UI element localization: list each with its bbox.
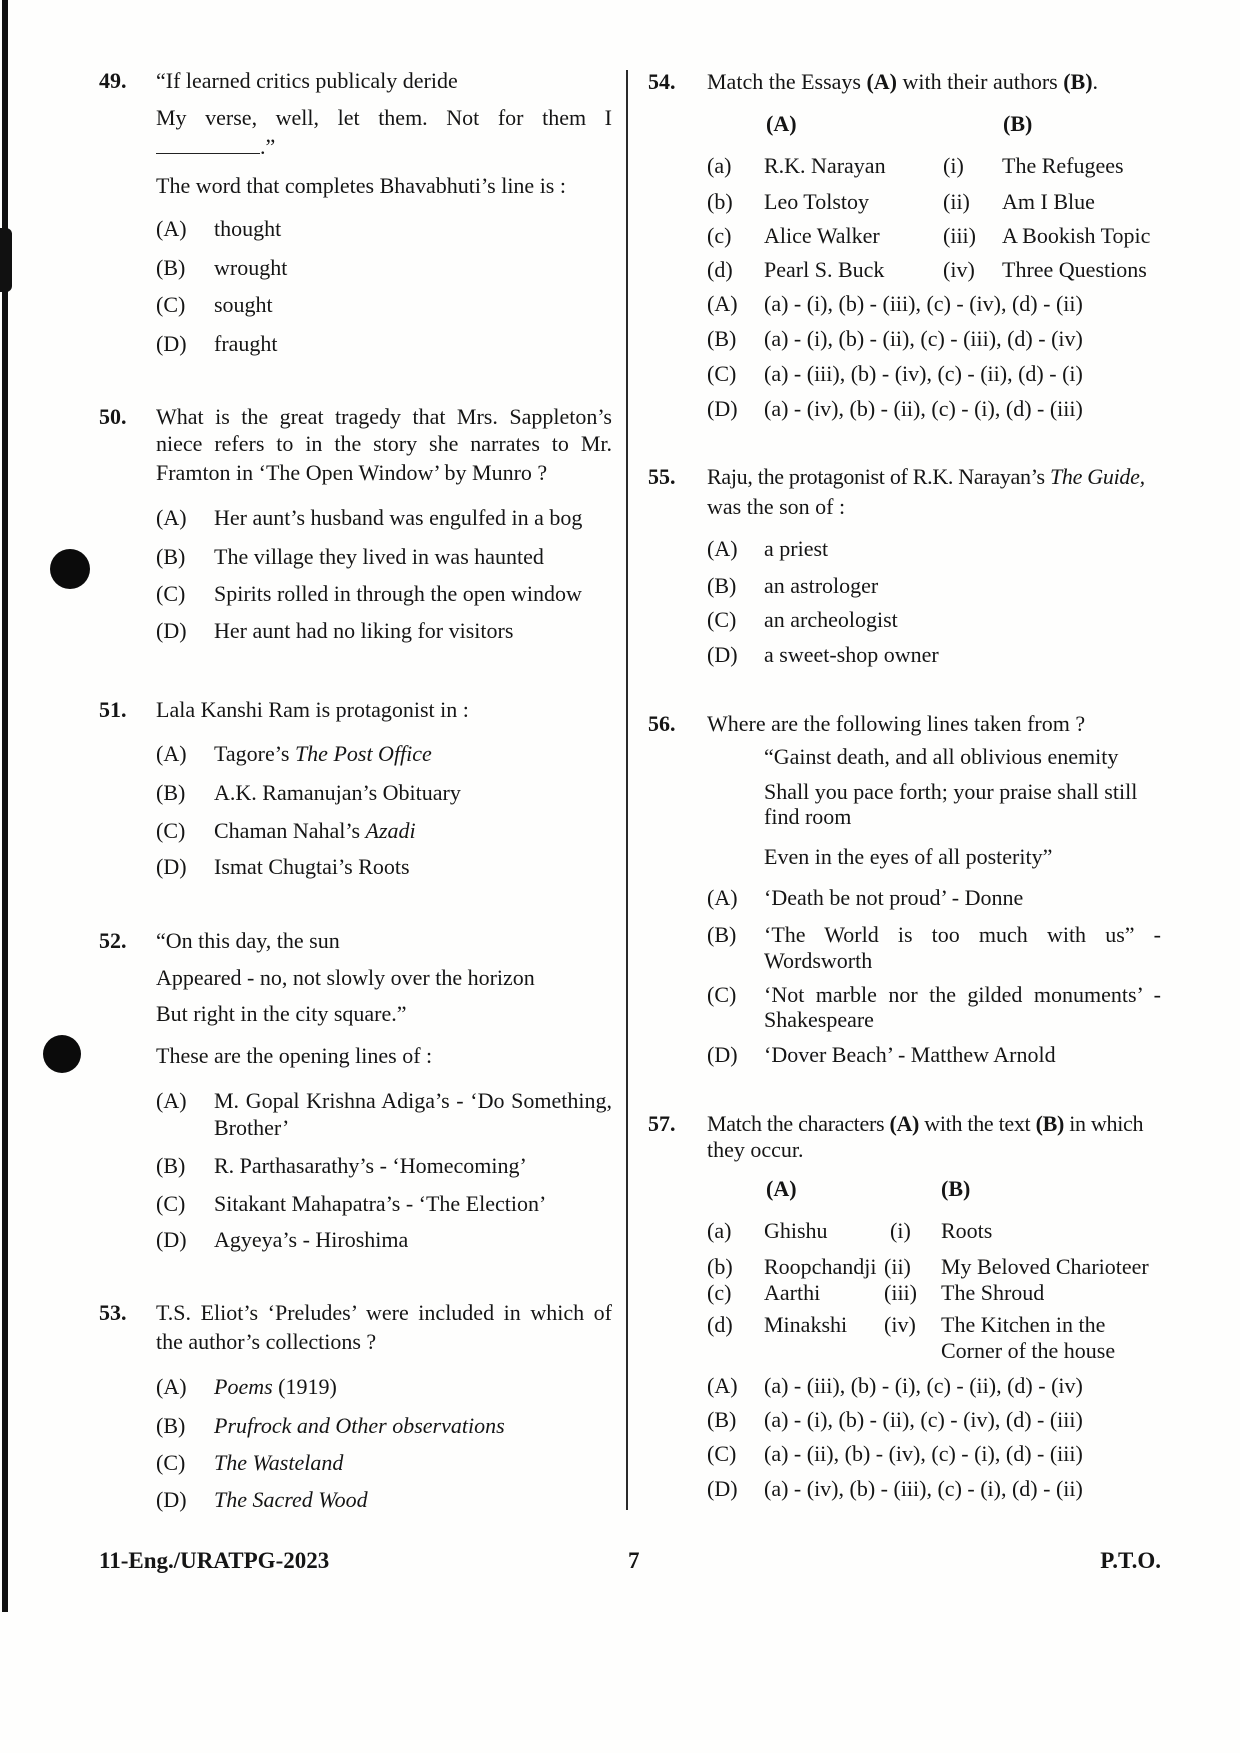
option-text: thought (214, 216, 282, 241)
question-stem-line (707, 464, 1145, 490)
match-row-roman: (iii) (884, 1280, 917, 1305)
question-stem-line: My verse, well, let them. Not for them I (156, 105, 612, 130)
quote-line: “On this day, the sun (156, 928, 340, 953)
option-text: (a) - (ii), (b) - (iv), (c) - (i), (d) - (iii) (764, 1441, 1083, 1466)
option-text: a sweet-shop owner (764, 642, 939, 667)
question-stem-line: they occur. (707, 1137, 804, 1162)
option-text: (a) - (iv), (b) - (iii), (c) - (i), (d) - (ii) (764, 1476, 1083, 1501)
option-text (214, 818, 416, 844)
fill-in-blank (156, 134, 275, 160)
option-letter: (B) (156, 1153, 186, 1178)
option-text: (a) - (iii), (b) - (iv), (c) - (ii), (d) - (i) (764, 361, 1083, 386)
option-letter: (C) (156, 581, 186, 606)
match-row-right: Roots (941, 1218, 993, 1243)
stem-bold: (A) (889, 1111, 920, 1136)
option-text-line: M. Gopal Krishna Adiga’s - ‘Do Something, (214, 1088, 612, 1113)
option-letter: (D) (707, 396, 738, 421)
question-stem-line: Lala Kanshi Ram is protagonist in : (156, 697, 469, 722)
question-number: 52. (99, 928, 127, 953)
match-row-left: Pearl S. Buck (764, 257, 885, 282)
option-letter: (A) (156, 216, 187, 241)
match-row-right: My Beloved Charioteer (941, 1254, 1149, 1279)
match-row-right: Am I Blue (1002, 189, 1095, 214)
question-number: 49. (99, 68, 127, 93)
option-letter: (B) (707, 573, 737, 598)
option-letter: (D) (156, 854, 187, 879)
option-letter: (B) (707, 326, 737, 351)
question-stem-line: T.S. Eliot’s ‘Preludes’ were included in which of (156, 1300, 612, 1325)
scan-edge-mark (0, 228, 12, 292)
option-text: sought (214, 292, 273, 317)
option-text: a priest (764, 536, 829, 561)
question-stem-line (707, 1111, 1143, 1137)
question-number: 53. (99, 1300, 127, 1325)
match-row-roman: (i) (890, 1218, 911, 1243)
option-letter: (C) (707, 607, 737, 632)
match-row-left: Roopchandji (764, 1254, 877, 1279)
match-row-left: Alice Walker (764, 223, 880, 248)
option-text-plain: (1919) (278, 1374, 337, 1399)
blank-end: .” (260, 134, 276, 159)
match-row-right-line: The Kitchen in the (941, 1312, 1106, 1337)
option-letter: (B) (156, 780, 186, 805)
stem-bold: (B) (1035, 1111, 1065, 1136)
stem-text: with the text (924, 1111, 1031, 1136)
punch-hole (43, 1035, 81, 1073)
please-turn-over: P.T.O. (1100, 1548, 1161, 1573)
match-row-key: (a) (707, 1218, 732, 1243)
match-row-left: Aarthi (764, 1280, 821, 1305)
option-text: an archeologist (764, 607, 898, 632)
match-row-left: Leo Tolstoy (764, 189, 869, 214)
question-number: 55. (648, 464, 676, 489)
option-letter: (B) (707, 1407, 737, 1432)
question-number: 56. (648, 711, 676, 736)
option-letter: (C) (156, 292, 186, 317)
match-row-roman: (i) (943, 153, 964, 178)
column-divider (626, 70, 628, 1510)
option-text: Her aunt had no liking for visitors (214, 618, 514, 643)
quote-line: find room (764, 804, 852, 829)
match-row-key: (a) (707, 153, 732, 178)
match-row-left: Ghishu (764, 1218, 828, 1243)
option-text: R. Parthasarathy’s - ‘Homecoming’ (214, 1153, 527, 1178)
option-letter: (C) (156, 1191, 186, 1216)
option-text-line: ‘The World is too much with us” - (764, 922, 1161, 947)
question-prompt: These are the opening lines of : (156, 1043, 433, 1068)
match-row-right: Three Questions (1002, 257, 1147, 282)
option-letter: (A) (707, 291, 738, 316)
option-letter: (B) (156, 1413, 186, 1438)
stem-text: . (1092, 69, 1099, 94)
stem-bold: (B) (1063, 69, 1093, 94)
match-row-key: (c) (707, 223, 732, 248)
option-letter: (D) (156, 331, 187, 356)
option-letter: (C) (707, 982, 737, 1007)
question-stem-line: “If learned critics publicaly deride (156, 68, 458, 93)
option-text: an astrologer (764, 573, 879, 598)
option-letter: (D) (156, 1487, 187, 1512)
option-text: Prufrock and Other observations (214, 1413, 505, 1438)
question-number: 51. (99, 697, 127, 722)
stem-text: Raju, the protagonist of R.K. Narayan’s (707, 464, 1045, 489)
page-number: 7 (628, 1548, 640, 1573)
question-stem-line: What is the great tragedy that Mrs. Sappleton’s (156, 404, 612, 429)
punch-hole (50, 549, 90, 589)
option-letter: (B) (156, 544, 186, 569)
option-letter: (B) (707, 922, 737, 947)
option-letter: (D) (156, 618, 187, 643)
match-row-roman: (ii) (884, 1254, 911, 1279)
match-row-roman: (iv) (884, 1312, 916, 1337)
option-text: (a) - (iii), (b) - (i), (c) - (ii), (d) - (iv) (764, 1373, 1083, 1398)
quote-line: But right in the city square.” (156, 1001, 407, 1026)
option-text: Spirits rolled in through the open window (214, 581, 582, 606)
option-letter: (A) (156, 741, 187, 766)
option-letter: (A) (707, 885, 738, 910)
option-letter: (D) (707, 642, 738, 667)
match-row-key: (b) (707, 1254, 733, 1279)
option-text: (a) - (i), (b) - (ii), (c) - (iv), (d) - (iii) (764, 1407, 1083, 1432)
option-text: (a) - (iv), (b) - (ii), (c) - (i), (d) - (iii) (764, 396, 1083, 421)
match-row-right-line: Corner of the house (941, 1338, 1116, 1363)
option-letter: (A) (707, 1373, 738, 1398)
stem-bold: (A) (866, 69, 898, 94)
option-letter: (A) (156, 505, 187, 530)
option-text: (a) - (i), (b) - (iii), (c) - (iv), (d) - (ii) (764, 291, 1083, 316)
question-stem-line (707, 69, 1098, 95)
option-letter: (B) (156, 255, 186, 280)
option-text: Ismat Chugtai’s Roots (214, 854, 410, 879)
stem-text: Match the Essays (707, 69, 861, 94)
column-header-b: (B) (941, 1176, 971, 1201)
question-number: 54. (648, 69, 676, 94)
paper-code: 11-Eng./URATPG-2023 (99, 1548, 330, 1573)
option-text: wrought (214, 255, 288, 280)
option-letter: (C) (156, 1450, 186, 1475)
option-text: Sitakant Mahapatra’s - ‘The Election’ (214, 1191, 547, 1216)
match-row-key: (c) (707, 1280, 732, 1305)
option-text: Agyeya’s - Hiroshima (214, 1227, 409, 1252)
question-number: 57. (648, 1111, 676, 1136)
question-stem-line: Where are the following lines taken from ? (707, 711, 1086, 736)
stem-italic: The Guide, (1050, 464, 1145, 489)
option-text: The Sacred Wood (214, 1487, 368, 1512)
option-text-plain: Chaman Nahal’s (214, 818, 361, 843)
match-row-roman: (iv) (943, 257, 975, 282)
question-stem-line: was the son of : (707, 494, 846, 519)
quote-line: Shall you pace forth; your praise shall still (764, 779, 1138, 804)
option-letter: (C) (707, 361, 737, 386)
option-text-italic: Azadi (365, 818, 416, 843)
question-prompt: The word that completes Bhavabhuti’s line is : (156, 173, 566, 198)
column-header-b: (B) (1003, 111, 1033, 136)
question-stem-line: Framton in ‘The Open Window’ by Munro ? (156, 460, 548, 485)
option-text: Her aunt’s husband was engulfed in a bog (214, 505, 583, 530)
question-number: 50. (99, 404, 127, 429)
option-text (214, 1374, 337, 1400)
option-text-line: ‘Not marble nor the gilded monuments’ - (764, 982, 1161, 1007)
option-text: fraught (214, 331, 278, 356)
option-letter: (C) (707, 1441, 737, 1466)
option-text-line: Shakespeare (764, 1007, 874, 1032)
option-letter: (A) (156, 1374, 187, 1399)
question-stem-line: the author’s collections ? (156, 1329, 377, 1354)
option-text-italic: Poems (214, 1374, 273, 1399)
option-text: The village they lived in was haunted (214, 544, 544, 569)
column-header-a: (A) (766, 1176, 797, 1201)
quote-line: Even in the eyes of all posterity” (764, 844, 1053, 869)
option-text-italic: The Post Office (294, 741, 432, 766)
quote-line: Appeared - no, not slowly over the horizon (156, 965, 535, 990)
option-text: (a) - (i), (b) - (ii), (c) - (iii), (d) - (iv) (764, 326, 1083, 351)
stem-text: with their authors (902, 69, 1058, 94)
match-row-roman: (ii) (943, 189, 970, 214)
match-row-left: Minakshi (764, 1312, 848, 1337)
option-letter: (D) (707, 1476, 738, 1501)
option-letter: (C) (156, 818, 186, 843)
option-letter: (A) (156, 1088, 187, 1113)
match-row-key: (d) (707, 1312, 733, 1337)
match-row-right: The Shroud (941, 1280, 1045, 1305)
match-row-left: R.K. Narayan (764, 153, 886, 178)
option-letter: (D) (707, 1042, 738, 1067)
option-text (214, 741, 432, 767)
match-row-right: A Bookish Topic (1002, 223, 1151, 248)
option-text-plain: Tagore’s (214, 741, 290, 766)
question-stem-line: niece refers to in the story she narrates to Mr. (156, 431, 612, 456)
option-text: The Wasteland (214, 1450, 344, 1475)
match-row-key: (d) (707, 257, 733, 282)
stem-text: in which (1069, 1111, 1144, 1136)
option-text: A.K. Ramanujan’s Obituary (214, 780, 461, 805)
option-text-line: Wordsworth (764, 948, 873, 973)
quote-line: “Gainst death, and all oblivious enemity (764, 744, 1119, 769)
option-letter: (A) (707, 536, 738, 561)
match-row-roman: (iii) (943, 223, 976, 248)
blank-line (156, 135, 260, 154)
option-text: ‘Dover Beach’ - Matthew Arnold (764, 1042, 1056, 1067)
option-letter: (D) (156, 1227, 187, 1252)
match-row-right: The Refugees (1002, 153, 1124, 178)
match-row-key: (b) (707, 189, 733, 214)
option-text: ‘Death be not proud’ - Donne (764, 885, 1024, 910)
column-header-a: (A) (766, 111, 797, 136)
stem-text: Match the characters (707, 1111, 885, 1136)
option-text-line: Brother’ (214, 1115, 290, 1140)
